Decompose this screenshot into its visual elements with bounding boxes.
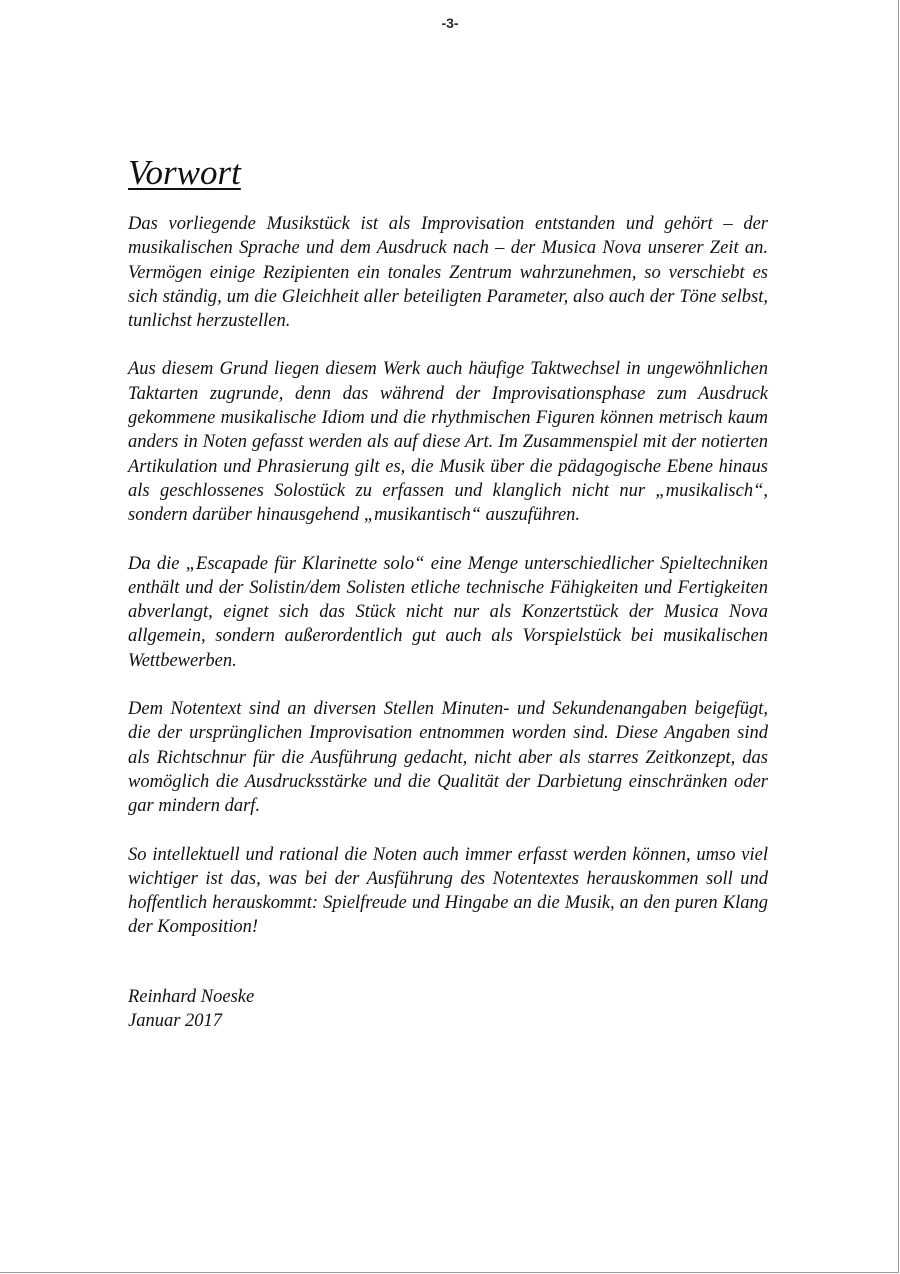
paragraph-2: Aus diesem Grund liegen diesem Werk auch häufige Taktwechsel in ungewöhnlichen Taktarten zugrunde, denn das während der Improvisationsphase zum Ausdruck gekommene musikalische Idiom und die rhythmischen Figuren können metrisch kaum anders in Noten gefasst werden als auf diese Art. Im Zusammenspiel mit der notierten Artikulation und Phrasierung gilt es, die Musik über die pädagogische Ebene hinaus als geschlossenes Solostück zu erfassen und klanglich nicht nur „musikalisch“, sondern darüber hinausgehend „musikantisch“ auszuführen. [128, 359, 768, 526]
signature-date: Januar 2017 [128, 1011, 223, 1032]
paragraph-3: Da die „Escapade für Klarinette solo“ eine Menge unterschiedlicher Spieltechniken enthält und der Solistin/dem Solisten etliche technische Fähigkeiten und Fertigkeiten abverlangt, eignet sich das Stück nicht nur als Konzertstück der Musica Nova allgemein, sondern außerordentlich gut auch als Vorspielstück bei musikalischen Wettbewerben. [128, 553, 768, 671]
paragraph-1: Das vorliegende Musikstück ist als Improvisation entstanden und gehört – der musikalischen Sprache und dem Ausdruck nach – der Musica Nova unserer Zeit an. Vermögen einige Rezipienten ein tonales Zentrum wahrzunehmen, so verschiebt es sich ständig, um die Gleichheit aller beteiligten Parameter, also auch der Töne selbst, tunlichst herzustellen. [128, 214, 768, 332]
paragraph-4: Dem Notentext sind an diversen Stellen Minuten- und Sekundenangaben beigefügt, die der ursprünglichen Improvisation entnommen worden sind. Diese Angaben sind als Richtschnur für die Ausführung gedacht, nicht aber als starres Zeitkonzept, das womöglich die Ausdrucksstärke und die Qualität der Darbietung einschränken oder gar mindern darf. [128, 699, 768, 817]
signature-author: Reinhard Noeske [128, 986, 255, 1007]
signature-block [128, 985, 768, 1034]
document-body [128, 150, 768, 1033]
page-number: -3- [441, 15, 459, 31]
paragraph-5: So intellektuell und rational die Noten auch immer erfasst werden können, umso viel wichtiger ist das, was bei der Ausführung des Notentextes herauskommen soll und hoffentlich herauskommt: Spielfreude und Hingabe an die Musik, an den puren Klang der Komposition! [128, 844, 768, 938]
document-title: Vorwort [128, 153, 241, 192]
